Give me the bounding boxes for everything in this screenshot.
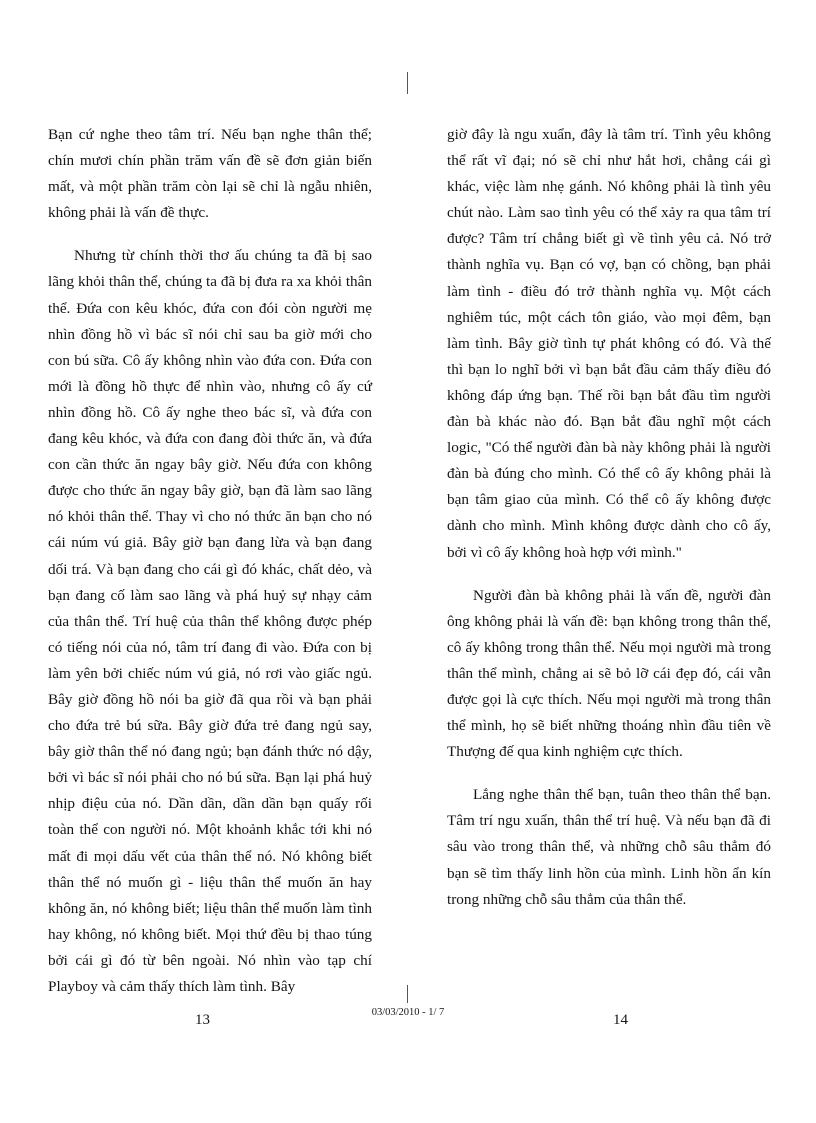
right-page-text bbox=[447, 122, 771, 930]
paragraph: Lắng nghe thân thể bạn, tuân theo thân thể bạn. Tâm trí ngu xuẩn, thân thể trí huệ. Và nếu bạn đã đi sâu vào trong thân thể, và những chỗ sâu thẳm đó bạn sẽ tìm thấy linh hồn của mình. Linh hồn ẩn kín trong những chỗ sâu thẳm của thân thể. bbox=[447, 786, 771, 908]
top-fold-mark bbox=[407, 72, 408, 94]
paragraph: Nhưng từ chính thời thơ ấu chúng ta đã bị sao lãng khỏi thân thể, chúng ta đã bị đưa ra xa khỏi thân thể. Đứa con kêu khóc, đứa con đói còn người mẹ nhìn đồng hồ vì bác sĩ nói chỉ sau ba giờ mới cho con bú sữa. Cô ấy không nhìn vào đứa con. Đứa con mới là đồng hồ thực để nhìn vào, nhưng cô ấy cứ nhìn đồng hồ. Cô ấy nghe theo bác sĩ, và đứa con đang kêu khóc, và đứa con đang đòi thức ăn, và đứa con cần thức ăn ngay bây giờ. Nếu đứa con không được cho thức ăn ngay bây giờ, bạn đã làm sao lãng nó khỏi thân thể. Thay vì cho nó thức ăn bạn cho nó cái núm vú giả. Bây giờ bạn đang lừa và bạn đang dối trá. Và bạn đang cho cái gì đó khác, chất dẻo, và bạn đang cố làm sao lãng và phá huỷ sự nhạy cảm của thân thể. Trí huệ của thân thể không được phép có tiếng nói của nó, tâm trí đang đi vào. Đứa con bị làm yên bởi chiếc núm vú giả, nó rơi vào giấc ngủ. Bây giờ đồng hồ nói ba giờ đã qua rồi và bạn phải cho đứa trẻ bú sữa. Bây giờ đứa trẻ đang ngủ say, bây giờ thân thể nó đang ngủ; bạn đánh thức nó dậy, bởi vì bác sĩ nói phải cho nó bú sữa. Bạn lại phá huỷ nhịp điệu của nó. Dần dần, dần dần bạn quấy rối toàn thể con người nó. Một khoảnh khắc tới khi nó mất đi mọi dấu vết của thân thể nó. Nó không biết thân thể nó muốn gì - liệu thân thể muốn ăn hay không ăn, nó không biết; liệu thân thể muốn làm tình hay không, nó không biết. Mọi thứ đều bị thao túng bởi cái gì đó từ bên ngoài. Nó nhìn vào tạp chí Playboy và cảm thấy thích làm tình. Bây bbox=[48, 247, 372, 995]
bottom-fold-mark bbox=[407, 985, 408, 1003]
paragraph: Bạn cứ nghe theo tâm trí. Nếu bạn nghe thân thể; chín mươi chín phần trăm vấn đề sẽ đơn giản biến mất, và một phần trăm còn lại sẽ chỉ là ngẫu nhiên, không phải là vấn đề thực. bbox=[48, 126, 372, 222]
left-page-text bbox=[48, 122, 372, 1017]
paragraph: Người đàn bà không phải là vấn đề, người đàn ông không phải là vấn đề: bạn không trong thân thể, cô ấy không trong thân thể. Nếu mọi người mà trong thân thể mình, chẳng ai sẽ bỏ lỡ cái đẹp đó, cái vẫn được gọi là cực thích. Nếu mọi người mà trong thân thể mình, họ sẽ biết những thoáng nhìn đầu tiên về Thượng đế qua kinh nghiệm cực thích. bbox=[447, 586, 771, 761]
right-page-number: 14 bbox=[613, 1012, 628, 1028]
print-footer: 03/03/2010 - 1/ 7 bbox=[371, 1007, 445, 1018]
paragraph: giờ đây là ngu xuẩn, đây là tâm trí. Tình yêu không thể rất vĩ đại; nó sẽ chỉ như hắt hơi, chẳng cái gì khác, việc làm nhẹ gánh. Nó không phải là tình yêu chút nào. Làm sao tình yêu có thể xảy ra qua tâm trí được? Tâm trí chẳng biết gì về tình yêu cả. Nó trở thành nghĩa vụ. Bạn có vợ, bạn có chồng, bạn phải làm tình - điều đó trở thành nghĩa vụ. Một cách nghiêm túc, một cách tôn giáo, vào mọi đêm, bạn làm tình. Bây giờ tình tự phát không có đó. Và thế thì bạn lo nghĩ bởi vì bạn bắt đầu cảm thấy điều đó không đáp ứng bạn. Thế rồi bạn bắt đầu tìm người đàn bà khác nào đó. Bạn bắt đầu nghĩ một cách logic, "Có thể người đàn bà này không phải là người đàn bà đúng cho mình. Có thể cô ấy không phải là bạn tâm giao của mình. Có thể cô ấy không được dành cho mình. Mình không được dành cho cô ấy, bởi vì cô ấy không hoà hợp với mình." bbox=[447, 126, 771, 561]
left-page-number: 13 bbox=[195, 1012, 210, 1028]
